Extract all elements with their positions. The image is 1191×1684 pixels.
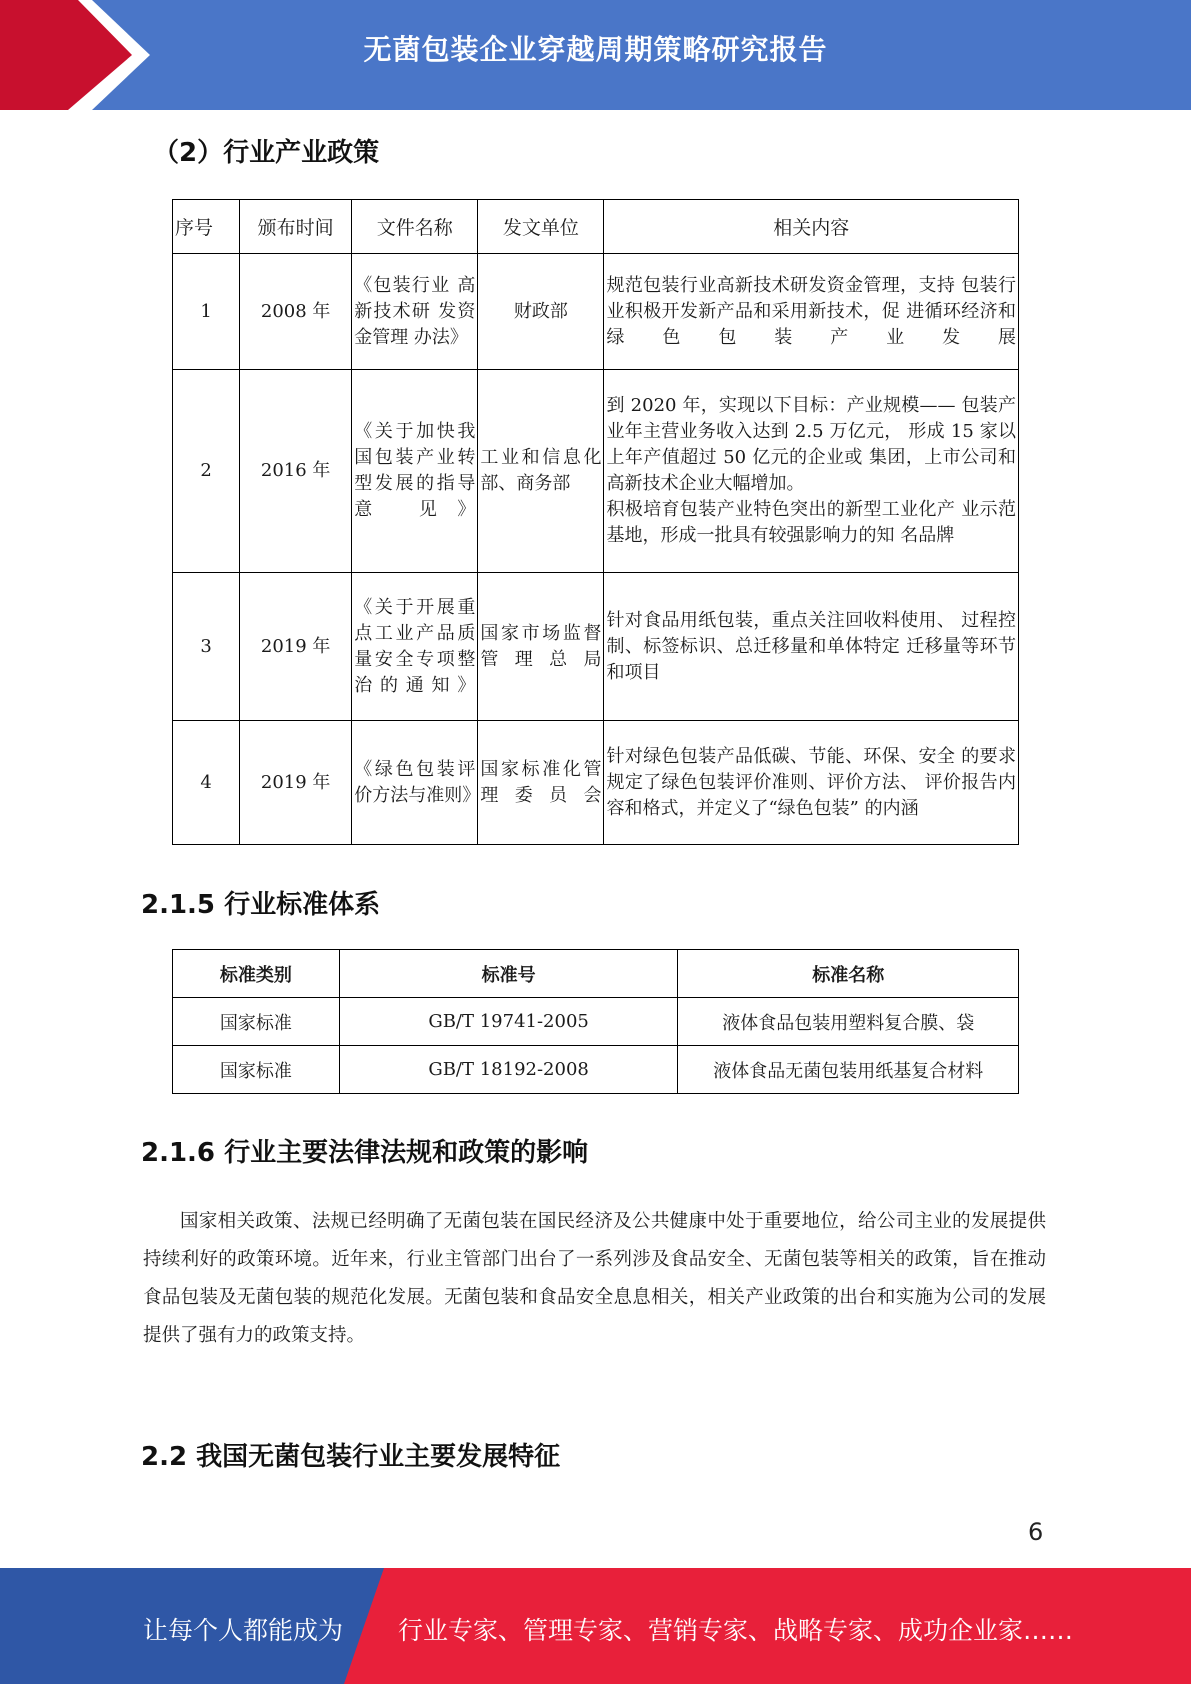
cell-issuer: 国家市场监督管理总局 xyxy=(478,573,604,721)
policy-table xyxy=(172,199,1019,845)
page-header xyxy=(0,0,1191,110)
cell-date: 2008 年 xyxy=(240,254,352,370)
cell-issuer: 财政部 xyxy=(478,254,604,370)
cell-content xyxy=(604,370,1019,573)
standard-table-header-row xyxy=(173,950,1019,998)
table-row xyxy=(173,998,1019,1046)
column-header-name: 标准名称 xyxy=(678,950,1019,998)
column-header-doc: 文件名称 xyxy=(352,200,478,254)
cell-doc: 《关于开展重点工业产品质量安全专项整治的通知》 xyxy=(352,573,478,721)
cell-category: 国家标准 xyxy=(173,998,340,1046)
cell-date: 2019 年 xyxy=(240,573,352,721)
table-row xyxy=(173,254,1019,370)
column-header-issuer: 发文单位 xyxy=(478,200,604,254)
header-title: 无菌包装企业穿越周期策略研究报告 xyxy=(363,33,828,66)
body-paragraph: 国家相关政策、法规已经明确了无菌包装在国民经济及公共健康中处于重要地位，给公司主业的发展提供持续利好的政策环境。近年来，行业主管部门出台了一系列涉及食品安全、无菌包装等相关的政策，旨在推动食品包装及无菌包装的规范化发展。无菌包装和食品安全息息相关，相关产业政策的出台和实施为公司的发展提供了强有力的政策支持。 xyxy=(143,1211,1046,1346)
cell-date: 2019 年 xyxy=(240,721,352,845)
footer-slogan-left: 让每个人都能成为 xyxy=(143,1616,344,1645)
cell-doc: 《关于加快我国包装产业转型发展的指导意 见》 xyxy=(352,370,478,573)
cell-no: 2 xyxy=(173,370,240,573)
column-header-content: 相关内容 xyxy=(604,200,1019,254)
cell-content: 针对食品用纸包装，重点关注回收料使用、 过程控制、标签标识、总迁移量和单体特定 迁移量等环节和项目 xyxy=(604,573,1019,721)
section-heading-standard: 2.1.5 行业标准体系 xyxy=(141,890,381,920)
cell-name: 液体食品包装用塑料复合膜、袋 xyxy=(678,998,1019,1046)
cell-no: 4 xyxy=(173,721,240,845)
section-heading-features: 2.2 我国无菌包装行业主要发展特征 xyxy=(141,1442,561,1472)
policy-table-header-row xyxy=(173,200,1019,254)
table-row xyxy=(173,573,1019,721)
cell-no: 3 xyxy=(173,573,240,721)
cell-content: 针对绿色包装产品低碳、节能、环保、安全 的要求规定了绿色包装评价准则、评价方法、 评价报告内容和格式，并定义了“绿色包装” 的内涵 xyxy=(604,721,1019,845)
cell-doc: 《包装行业 高新技术研 发资金管理 办法》 xyxy=(352,254,478,370)
cell-name: 液体食品无菌包装用纸基复合材料 xyxy=(678,1046,1019,1094)
page-number: 6 xyxy=(1028,1518,1044,1546)
section-heading-policy: （2）行业产业政策 xyxy=(153,138,380,168)
table-row xyxy=(173,1046,1019,1094)
cell-no: 1 xyxy=(173,254,240,370)
footer-slogan-right: 行业专家、管理专家、营销专家、战略专家、成功企业家…… xyxy=(398,1616,1074,1645)
column-header-code: 标准号 xyxy=(339,950,678,998)
cell-content: 规范包装行业高新技术研发资金管理，支持 包装行业积极开发新产品和采用新技术，促 进循环经济和绿色包装产业发展 xyxy=(604,254,1019,370)
cell-issuer: 工业和信息化部、商务部 xyxy=(478,370,604,573)
cell-content-line: 到 2020 年，实现以下目标：产业规模—— 包装产业年主营业务收入达到 2.5 万亿元， 形成 15 家以上年产值超过 50 亿元的企业或 集团，上市公司和高新技术企业大幅增加。 xyxy=(606,395,1016,494)
cell-category: 国家标准 xyxy=(173,1046,340,1094)
column-header-category: 标准类别 xyxy=(173,950,340,998)
cell-doc: 《绿色包装评价方法与准则》 xyxy=(352,721,478,845)
cell-content-line: 积极培育包装产业特色突出的新型工业化产 业示范基地，形成一批具有较强影响力的知 名品牌 xyxy=(606,499,1016,546)
cell-issuer: 国家标准化管理委员会 xyxy=(478,721,604,845)
cell-code: GB/T 18192-2008 xyxy=(339,1046,678,1094)
section-heading-law: 2.1.6 行业主要法律法规和政策的影响 xyxy=(141,1138,589,1168)
table-row xyxy=(173,721,1019,845)
table-row xyxy=(173,370,1019,573)
column-header-no: 序号 xyxy=(173,200,240,254)
cell-code: GB/T 19741-2005 xyxy=(339,998,678,1046)
column-header-date: 颁布时间 xyxy=(240,200,352,254)
standard-table xyxy=(172,949,1019,1094)
cell-date: 2016 年 xyxy=(240,370,352,573)
